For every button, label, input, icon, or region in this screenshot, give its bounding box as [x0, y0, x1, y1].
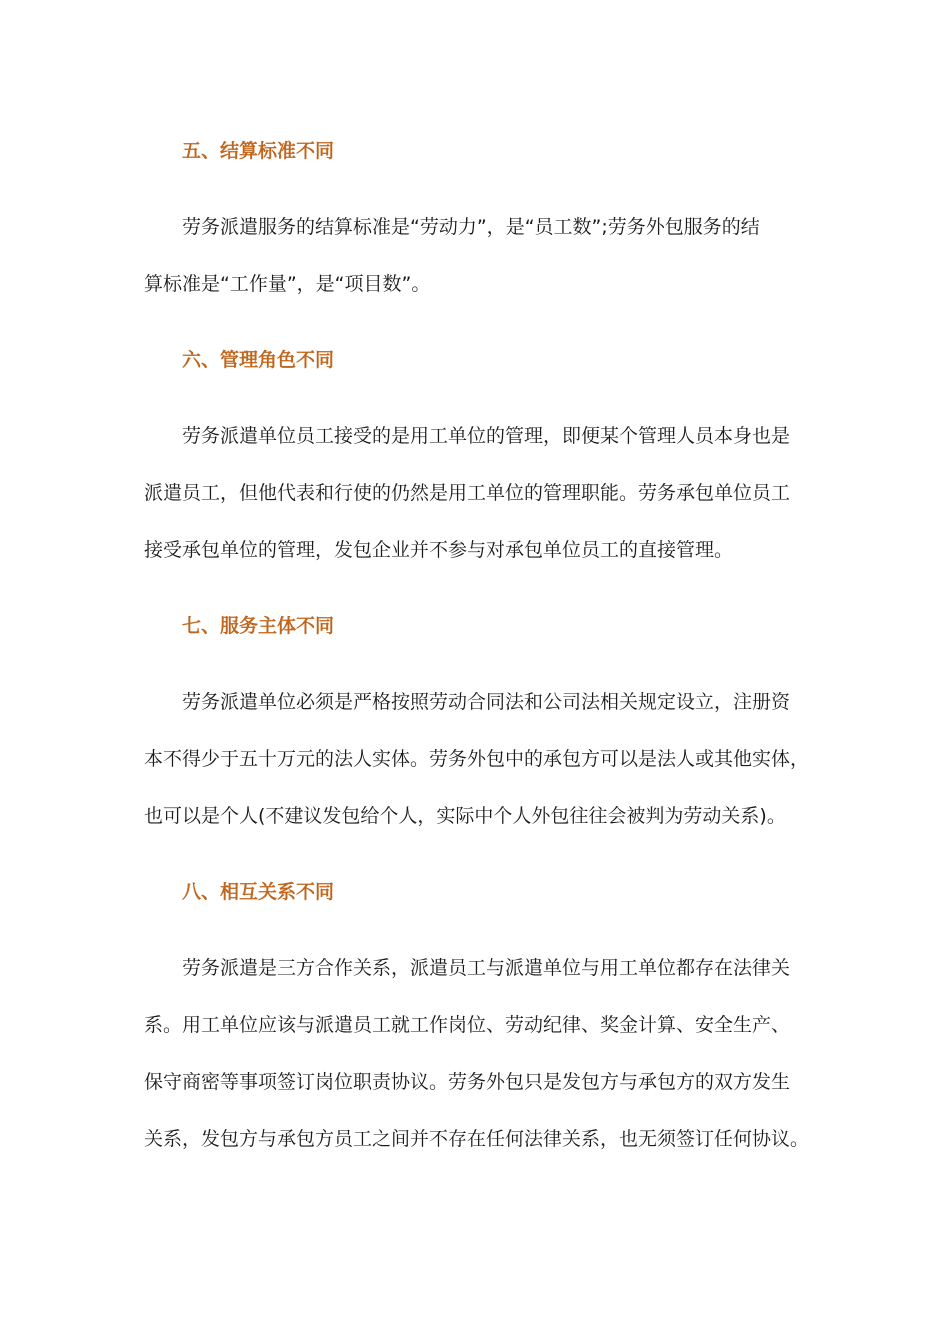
- paragraph-line: 算标准是“工作量”，是“项目数”。: [144, 273, 431, 295]
- section-heading: 五、结算标准不同: [182, 140, 335, 162]
- section-heading: 八、相互关系不同: [182, 881, 335, 903]
- paragraph-line: 劳务派遣单位员工接受的是用工单位的管理，即便某个管理人员本身也是: [182, 425, 791, 447]
- paragraph-line: 劳务派遣是三方合作关系，派遣员工与派遣单位与用工单位都存在法律关: [182, 957, 791, 979]
- paragraph-line: 接受承包单位的管理，发包企业并不参与对承包单位员工的直接管理。: [144, 539, 734, 561]
- paragraph-line: 关系，发包方与承包方员工之间并不存在任何法律关系，也无须签订任何协议。: [144, 1128, 810, 1150]
- paragraph-line: 本不得少于五十万元的法人实体。劳务外包中的承包方可以是法人或其他实体，: [144, 748, 810, 770]
- paragraph-line: 派遣员工，但他代表和行使的仍然是用工单位的管理职能。劳务承包单位员工: [144, 482, 791, 504]
- paragraph-line: 劳务派遣单位必须是严格按照劳动合同法和公司法相关规定设立，注册资: [182, 691, 791, 713]
- paragraph-line: 系。用工单位应该与派遣员工就工作岗位、劳动纪律、奖金计算、安全生产、: [144, 1014, 791, 1036]
- section-heading: 七、服务主体不同: [182, 615, 335, 637]
- paragraph-line: 劳务派遣服务的结算标准是“劳动力”，是“员工数”;劳务外包服务的结: [182, 216, 760, 238]
- paragraph-line: 也可以是个人(不建议发包给个人，实际中个人外包往往会被判为劳动关系)。: [144, 805, 786, 827]
- section-heading: 六、管理角色不同: [182, 349, 335, 371]
- paragraph-line: 保守商密等事项签订岗位职责协议。劳务外包只是发包方与承包方的双方发生: [144, 1071, 791, 1093]
